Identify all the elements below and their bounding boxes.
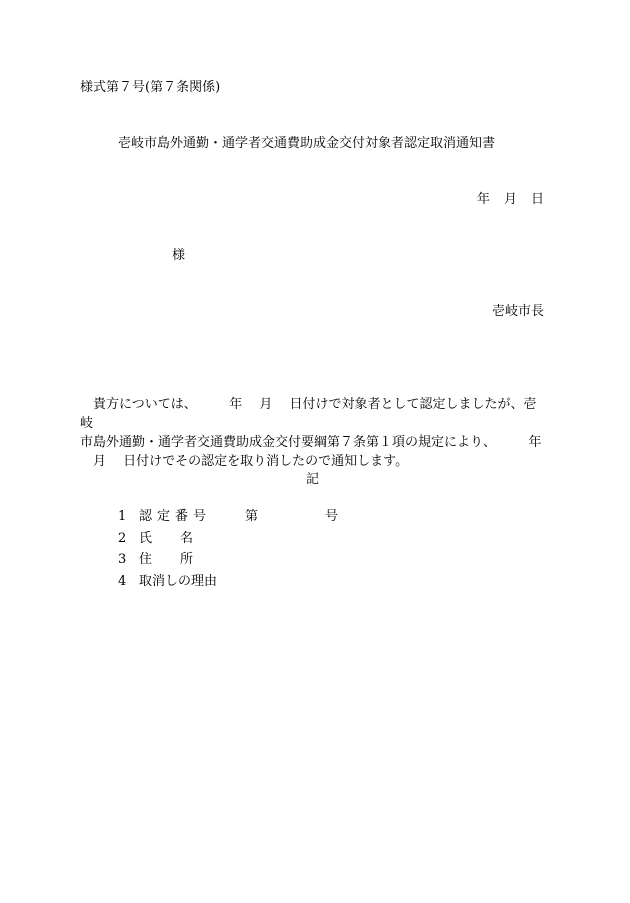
ki-heading: 記 (306, 472, 320, 487)
body-line-1: 貴方については、 年 月 日付けで対象者として認定しましたが、壱岐 (80, 397, 537, 431)
item-list (118, 509, 338, 595)
item-number: 2 (118, 530, 127, 546)
item-prefix: 第 (245, 509, 259, 524)
body-line-3: 月 日付けでその認定を取り消したので通知します。 (93, 454, 409, 469)
item-number: 4 (118, 573, 127, 589)
date-day: 日 (530, 192, 544, 207)
list-item-address (118, 552, 338, 574)
item-label: 住所 (139, 552, 222, 567)
list-item-reason (118, 574, 338, 596)
item-label: 認定番号 (139, 509, 212, 524)
form-number: 様式第７号(第７条関係) (80, 80, 221, 95)
date-line (477, 192, 544, 208)
sender-name: 壱岐市長 (491, 304, 544, 319)
notice-body (80, 395, 545, 471)
item-suffix: 号 (325, 509, 339, 524)
item-number: 1 (118, 509, 127, 524)
item-number: 3 (118, 552, 127, 567)
date-month: 月 (503, 192, 517, 207)
date-year: 年 (476, 192, 490, 207)
item-label: 氏名 (139, 530, 222, 546)
recipient-honorific: 様 (172, 248, 186, 263)
list-item-certification-number (118, 509, 338, 531)
item-label: 取消しの理由 (139, 573, 218, 589)
document-title: 壱岐市島外通勤・通学者交通費助成金交付対象者認定取消通知書 (118, 136, 496, 151)
list-item-name (118, 531, 338, 553)
body-line-2: 市島外通勤・通学者交通費助成金交付要綱第７条第１項の規定により、 年 (80, 435, 542, 450)
